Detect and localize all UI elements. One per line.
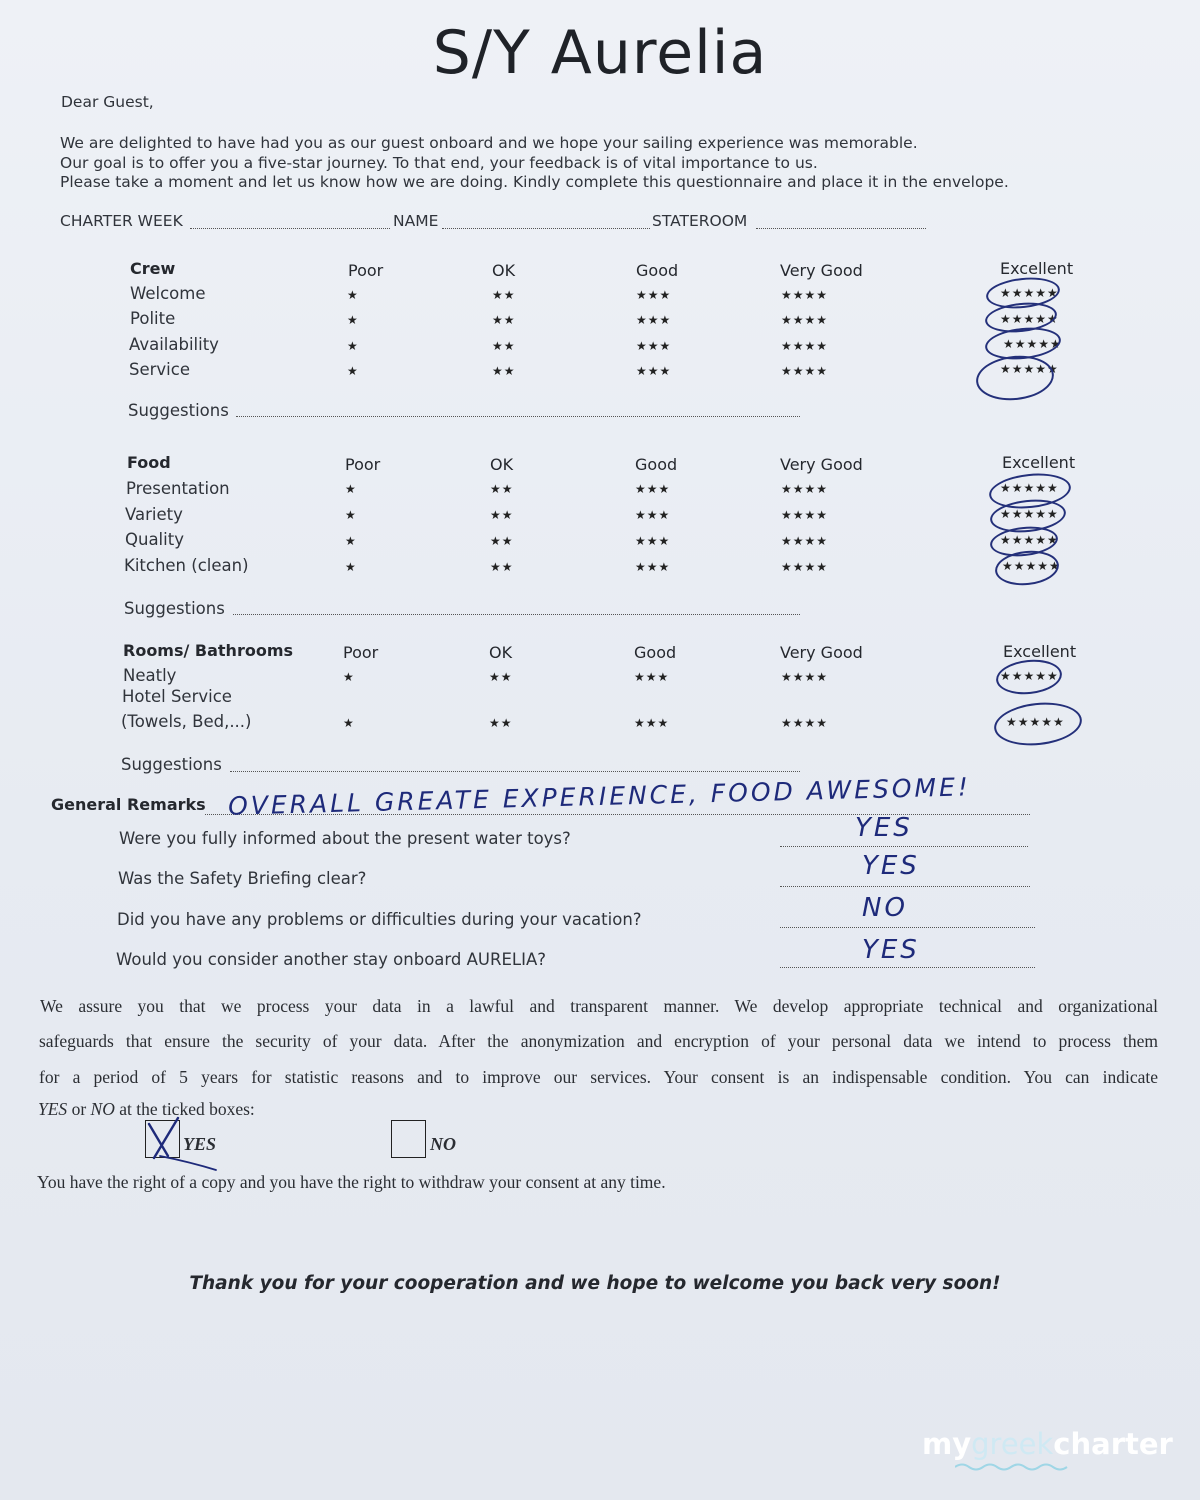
rating-good[interactable]: ★★★ bbox=[636, 339, 672, 353]
rating-poor[interactable]: ★ bbox=[347, 364, 359, 378]
intro-line: Our goal is to offer you a five-star journey. To that end, your feedback is of vital importance to us. bbox=[60, 154, 818, 172]
rating-poor[interactable]: ★ bbox=[347, 339, 359, 353]
rating-very-good[interactable]: ★★★★ bbox=[781, 339, 829, 353]
suggestions-label: Suggestions bbox=[124, 599, 225, 618]
col-ok: OK bbox=[489, 643, 513, 662]
rating-good[interactable]: ★★★ bbox=[635, 534, 671, 548]
col-ok: OK bbox=[490, 455, 514, 474]
col-excellent: Excellent bbox=[1000, 259, 1074, 278]
item-label: Presentation bbox=[126, 479, 230, 498]
crew-suggestions-field[interactable] bbox=[236, 416, 800, 417]
col-ok: OK bbox=[492, 261, 516, 280]
rating-excellent[interactable]: ★★★★★ bbox=[1002, 559, 1061, 573]
rating-excellent[interactable]: ★★★★★ bbox=[1000, 533, 1059, 547]
rating-ok[interactable]: ★★ bbox=[492, 339, 516, 353]
rating-very-good[interactable]: ★★★★ bbox=[781, 560, 829, 574]
item-label: Kitchen (clean) bbox=[124, 556, 249, 575]
section-title: Rooms/ Bathrooms bbox=[123, 641, 294, 660]
rating-excellent[interactable]: ★★★★★ bbox=[1003, 337, 1062, 351]
item-label: Polite bbox=[130, 309, 176, 328]
answer-handwritten: YES bbox=[862, 935, 920, 965]
consent-line: safeguards that ensure the security of your data. After the anonymization and encryption of your personal data we intend to process them bbox=[39, 1031, 1158, 1051]
rating-very-good[interactable]: ★★★★ bbox=[781, 508, 829, 522]
question: Were you fully informed about the present water toys? bbox=[119, 829, 571, 848]
col-very-good: Very Good bbox=[780, 261, 863, 280]
col-good: Good bbox=[636, 261, 679, 280]
answer-field[interactable] bbox=[780, 886, 1030, 887]
intro-line: We are delighted to have had you as our guest onboard and we hope your sailing experience was memorable. bbox=[60, 134, 918, 152]
rating-ok[interactable]: ★★ bbox=[492, 288, 516, 302]
consent-no-word: NO bbox=[90, 1099, 115, 1119]
item-label: Neatly bbox=[123, 666, 177, 685]
rating-poor[interactable]: ★ bbox=[347, 288, 359, 302]
general-remarks-label: General Remarks bbox=[51, 795, 206, 814]
suggestions-label: Suggestions bbox=[128, 401, 229, 420]
consent-no-checkbox[interactable] bbox=[391, 1120, 426, 1158]
consent-tail: at the ticked boxes: bbox=[119, 1099, 255, 1119]
selection-circle bbox=[974, 352, 1056, 404]
col-excellent: Excellent bbox=[1003, 642, 1077, 661]
section-title: Crew bbox=[130, 259, 176, 278]
col-excellent: Excellent bbox=[1002, 453, 1076, 472]
rating-very-good[interactable]: ★★★★ bbox=[781, 313, 829, 327]
consent-or-word: or bbox=[71, 1099, 87, 1119]
rating-ok[interactable]: ★★ bbox=[490, 482, 514, 496]
rating-very-good[interactable]: ★★★★ bbox=[781, 716, 829, 730]
rating-good[interactable]: ★★★ bbox=[635, 482, 671, 496]
rating-ok[interactable]: ★★ bbox=[492, 364, 516, 378]
consent-yes-label: YES bbox=[183, 1134, 217, 1154]
item-label: Welcome bbox=[130, 284, 206, 303]
charter-week-field[interactable] bbox=[190, 228, 390, 229]
item-label: (Towels, Bed,...) bbox=[121, 712, 252, 731]
food-suggestions-field[interactable] bbox=[233, 614, 800, 615]
answer-field[interactable] bbox=[780, 967, 1035, 968]
rooms-suggestions-field[interactable] bbox=[230, 771, 800, 772]
item-label: Availability bbox=[129, 335, 219, 354]
item-label: Variety bbox=[125, 505, 183, 524]
rating-ok[interactable]: ★★ bbox=[490, 534, 514, 548]
rating-excellent[interactable]: ★★★★★ bbox=[1000, 312, 1059, 326]
rating-good[interactable]: ★★★ bbox=[634, 716, 670, 730]
charter-week-label: CHARTER WEEK bbox=[60, 212, 183, 230]
suggestions-label: Suggestions bbox=[121, 755, 222, 774]
rating-very-good[interactable]: ★★★★ bbox=[781, 670, 829, 684]
page-title: S/Y Aurelia bbox=[432, 18, 768, 88]
col-poor: Poor bbox=[345, 455, 381, 474]
col-good: Good bbox=[634, 643, 677, 662]
rating-good[interactable]: ★★★ bbox=[636, 364, 672, 378]
col-very-good: Very Good bbox=[780, 455, 863, 474]
rating-poor[interactable]: ★ bbox=[345, 508, 357, 522]
rating-excellent[interactable]: ★★★★★ bbox=[1000, 507, 1059, 521]
rating-good[interactable]: ★★★ bbox=[635, 560, 671, 574]
general-remarks-answer: OVERALL GREATE EXPERIENCE, FOOD AWESOME! bbox=[227, 772, 972, 821]
stateroom-label: STATEROOM bbox=[652, 212, 748, 230]
section-title: Food bbox=[127, 453, 171, 472]
logo-part: charter bbox=[1053, 1427, 1173, 1461]
rating-good[interactable]: ★★★ bbox=[634, 670, 670, 684]
rating-very-good[interactable]: ★★★★ bbox=[781, 364, 829, 378]
item-label: Hotel Service bbox=[122, 687, 232, 706]
rating-excellent[interactable]: ★★★★★ bbox=[1006, 715, 1065, 729]
col-good: Good bbox=[635, 455, 678, 474]
rating-poor[interactable]: ★ bbox=[343, 716, 355, 730]
rating-ok[interactable]: ★★ bbox=[489, 716, 513, 730]
rating-poor[interactable]: ★ bbox=[345, 534, 357, 548]
rating-excellent[interactable]: ★★★★★ bbox=[1000, 481, 1059, 495]
rating-poor[interactable]: ★ bbox=[345, 482, 357, 496]
stateroom-field[interactable] bbox=[756, 228, 926, 229]
col-poor: Poor bbox=[343, 643, 379, 662]
consent-rights: You have the right of a copy and you have the right to withdraw your consent at any time. bbox=[37, 1172, 666, 1192]
logo-part: my bbox=[922, 1427, 972, 1461]
closing-message: Thank you for your cooperation and we hope to welcome you back very soon! bbox=[189, 1273, 1001, 1294]
rating-ok[interactable]: ★★ bbox=[490, 508, 514, 522]
rating-ok[interactable]: ★★ bbox=[492, 313, 516, 327]
rating-poor[interactable]: ★ bbox=[345, 560, 357, 574]
selection-circle bbox=[992, 699, 1084, 750]
intro-line: Please take a moment and let us know how we are doing. Kindly complete this questionnaire and place it in the envelope. bbox=[60, 173, 1009, 191]
item-label: Service bbox=[129, 360, 190, 379]
rating-excellent[interactable]: ★★★★★ bbox=[1000, 286, 1059, 300]
rating-poor[interactable]: ★ bbox=[347, 313, 359, 327]
rating-very-good[interactable]: ★★★★ bbox=[781, 534, 829, 548]
consent-line: We assure you that we process your data in a lawful and transparent manner. We develop appropriate technical and organizational bbox=[40, 996, 1158, 1016]
answer-handwritten: NO bbox=[862, 893, 908, 923]
consent-yes-word: YES bbox=[38, 1099, 68, 1119]
answer-field[interactable] bbox=[780, 846, 1028, 847]
selection-circle bbox=[994, 657, 1063, 698]
rating-excellent[interactable]: ★★★★★ bbox=[1000, 362, 1059, 376]
answer-field[interactable] bbox=[780, 927, 1035, 928]
wave-icon bbox=[955, 1462, 1073, 1472]
rating-excellent[interactable]: ★★★★★ bbox=[1000, 669, 1059, 683]
rating-good[interactable]: ★★★ bbox=[636, 313, 672, 327]
consent-no-label: NO bbox=[430, 1134, 456, 1154]
question: Was the Safety Briefing clear? bbox=[118, 869, 367, 888]
answer-handwritten: YES bbox=[855, 813, 913, 843]
rating-ok[interactable]: ★★ bbox=[489, 670, 513, 684]
rating-very-good[interactable]: ★★★★ bbox=[781, 482, 829, 496]
logo-part: greek bbox=[971, 1427, 1054, 1461]
consent-line: for a period of 5 years for statistic reasons and to improve our services. Your consent is an indispensable condition. You can indicate bbox=[39, 1067, 1158, 1087]
greeting: Dear Guest, bbox=[61, 93, 154, 111]
rating-good[interactable]: ★★★ bbox=[636, 288, 672, 302]
rating-very-good[interactable]: ★★★★ bbox=[781, 288, 829, 302]
name-label: NAME bbox=[393, 212, 439, 230]
question: Did you have any problems or difficulties during your vacation? bbox=[117, 910, 642, 929]
watermark-logo bbox=[922, 1427, 1173, 1461]
item-label: Quality bbox=[125, 530, 184, 549]
question: Would you consider another stay onboard AURELIA? bbox=[116, 950, 546, 969]
answer-handwritten: YES bbox=[862, 851, 920, 881]
rating-good[interactable]: ★★★ bbox=[635, 508, 671, 522]
col-very-good: Very Good bbox=[780, 643, 863, 662]
col-poor: Poor bbox=[348, 261, 384, 280]
rating-ok[interactable]: ★★ bbox=[490, 560, 514, 574]
name-field[interactable] bbox=[442, 228, 650, 229]
rating-poor[interactable]: ★ bbox=[343, 670, 355, 684]
